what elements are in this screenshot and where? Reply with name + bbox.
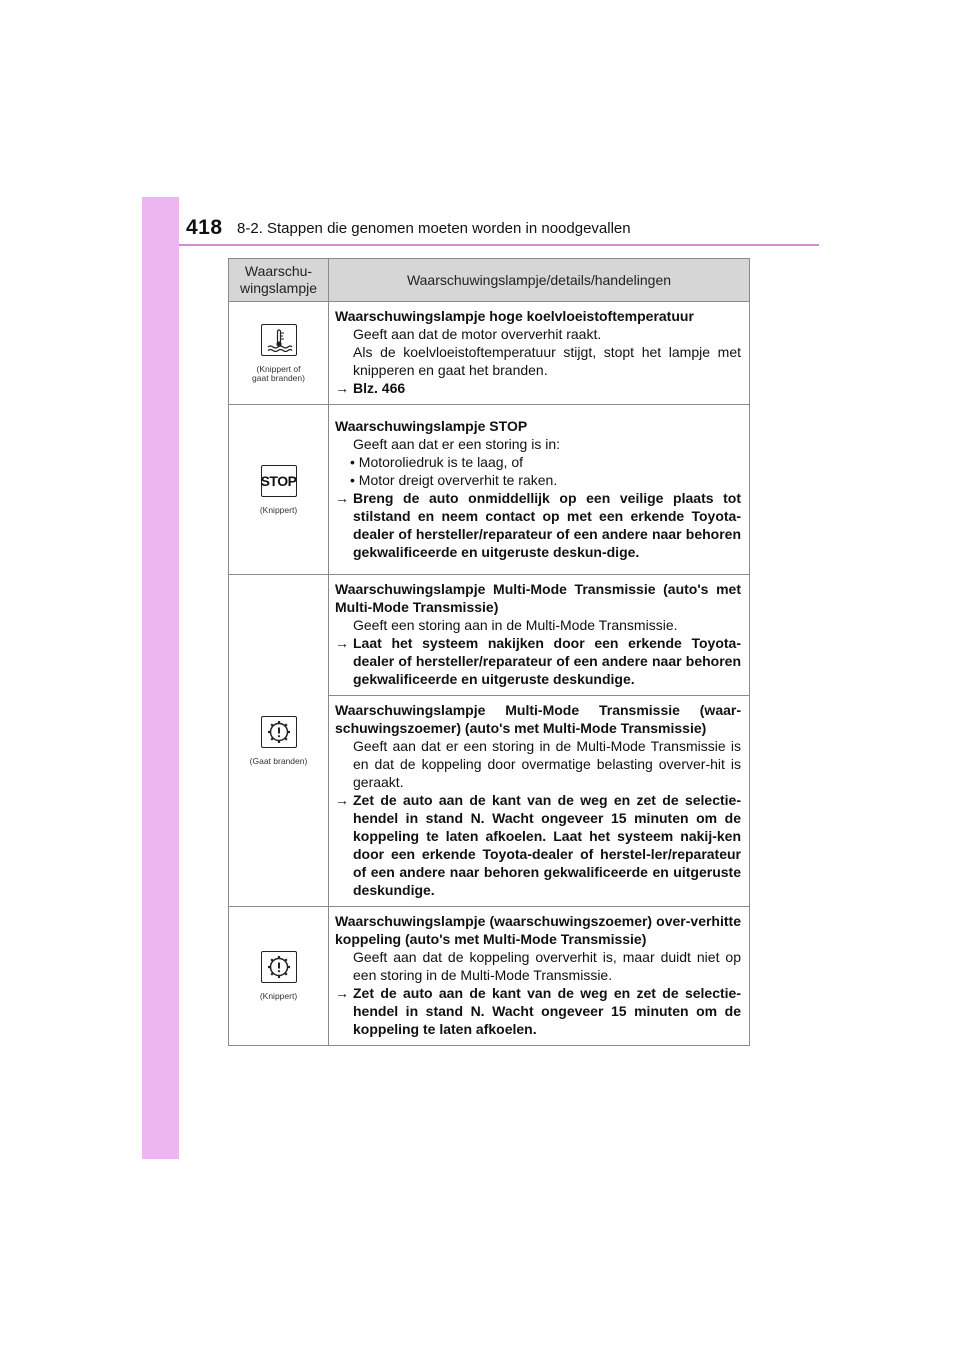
lamp-caption: (Knippert of gaat branden) [252, 363, 305, 383]
description-line: Als de koelvloeistoftemperatuur stijgt, stopt het lampje met knipperen en gaat het branden. [353, 344, 741, 378]
warning-title: Waarschuwingslampje Multi-Mode Transmissie (waar-schuwingszoemer) (auto's met Multi-Mode Transmissie) [335, 702, 741, 736]
column-header-details: Waarschuwingslampje/details/handelingen [329, 259, 750, 302]
transmission-gear-warning-icon [261, 716, 297, 748]
lamp-cell [229, 907, 329, 1046]
table-row [229, 575, 750, 696]
details-cell [329, 696, 750, 907]
arrow-icon: → [335, 985, 349, 1001]
lamp-caption: (Knippert) [259, 504, 298, 515]
lamp-caption: (Knippert) [259, 991, 298, 1001]
action-line: → Laat het systeem nakijken door een erkende Toyota-dealer of hersteller/reparateur of een andere naar behoren gekwalificeerde en uitgeruste deskundige. [335, 635, 741, 687]
lamp-cell [229, 302, 329, 405]
table-row [229, 302, 750, 405]
arrow-icon: → [335, 792, 349, 808]
warning-title: Waarschuwingslampje hoge koelvloeistoftemperatuur [335, 308, 694, 324]
arrow-icon: → [335, 635, 349, 651]
description-line: Geeft aan dat er een storing is in: [353, 435, 561, 452]
page-number: 418 [186, 216, 223, 239]
warning-lights-table [228, 258, 750, 1046]
action-line: → Zet de auto aan de kant van de weg en zet de selectie-hendel in stand N. Wacht ongeveer 15 minuten om de koppeling te laten afkoelen. [335, 985, 741, 1037]
page-reference-link[interactable]: Blz. 466 [353, 380, 406, 396]
action-line: → Breng de auto onmiddellijk op een veilige plaats tot stilstand en neem contact op met een erkende Toyota-dealer of hersteller/reparateur of een andere naar behoren gekwalificeerde en uitgeruste deskun-dige. [335, 489, 741, 560]
lamp-cell [229, 405, 329, 575]
action-line [335, 379, 741, 397]
bullet-item: • Motoroliedruk is te laag, of [350, 453, 523, 470]
details-cell [329, 302, 750, 405]
description-line: Geeft een storing aan in de Multi-Mode Transmissie. [353, 617, 678, 633]
details-cell [329, 575, 750, 696]
lamp-cell [229, 575, 329, 907]
column-header-lamp: Waarschu- wingslampje [229, 259, 329, 302]
warning-title: Waarschuwingslampje (waarschuwingszoemer) over-verhitte koppeling (auto's met Multi-Mode Transmissie) [335, 913, 741, 947]
warning-title: Waarschuwingslampje Multi-Mode Transmissie (auto's met Multi-Mode Transmissie) [335, 581, 741, 615]
details-cell [329, 907, 750, 1046]
table-header-row [229, 259, 750, 302]
details-cell [329, 405, 750, 575]
lamp-caption: (Gaat branden) [249, 755, 308, 766]
bullet-item: • Motor dreigt oververhit te raken. [350, 471, 558, 488]
description-line: Geeft aan dat de koppeling oververhit is, maar duidt niet op een storing in de Multi-Mode Transmissie. [353, 949, 741, 983]
coolant-temperature-icon [261, 324, 297, 356]
sidebar-tab [142, 197, 179, 1159]
section-title: 8-2. Stappen die genomen moeten worden in noodgevallen [237, 220, 631, 237]
transmission-gear-warning-icon [261, 951, 297, 983]
arrow-icon: → [335, 380, 349, 396]
header-rule [179, 244, 819, 246]
action-line: → Zet de auto aan de kant van de weg en zet de selectie-hendel in stand N. Wacht ongeveer 15 minuten om de koppeling te laten afkoelen. Laat het systeem nakij-ken door een erkende Toyota-dealer of herstel-ler/reparateur of een andere naar behoren gekwalificeerde en uitgeruste deskundige. [335, 792, 741, 898]
stop-icon: STOP [261, 465, 297, 497]
arrow-icon: → [335, 489, 349, 506]
table-row [229, 405, 750, 575]
description-line: Geeft aan dat er een storing in de Multi-Mode Transmissie is en dat de koppeling door overmatige belasting overver-hit is geraakt. [353, 738, 741, 790]
description-line: Geeft aan dat de motor oververhit raakt. [353, 326, 602, 342]
table-row [229, 907, 750, 1046]
warning-title: Waarschuwingslampje STOP [335, 417, 528, 434]
